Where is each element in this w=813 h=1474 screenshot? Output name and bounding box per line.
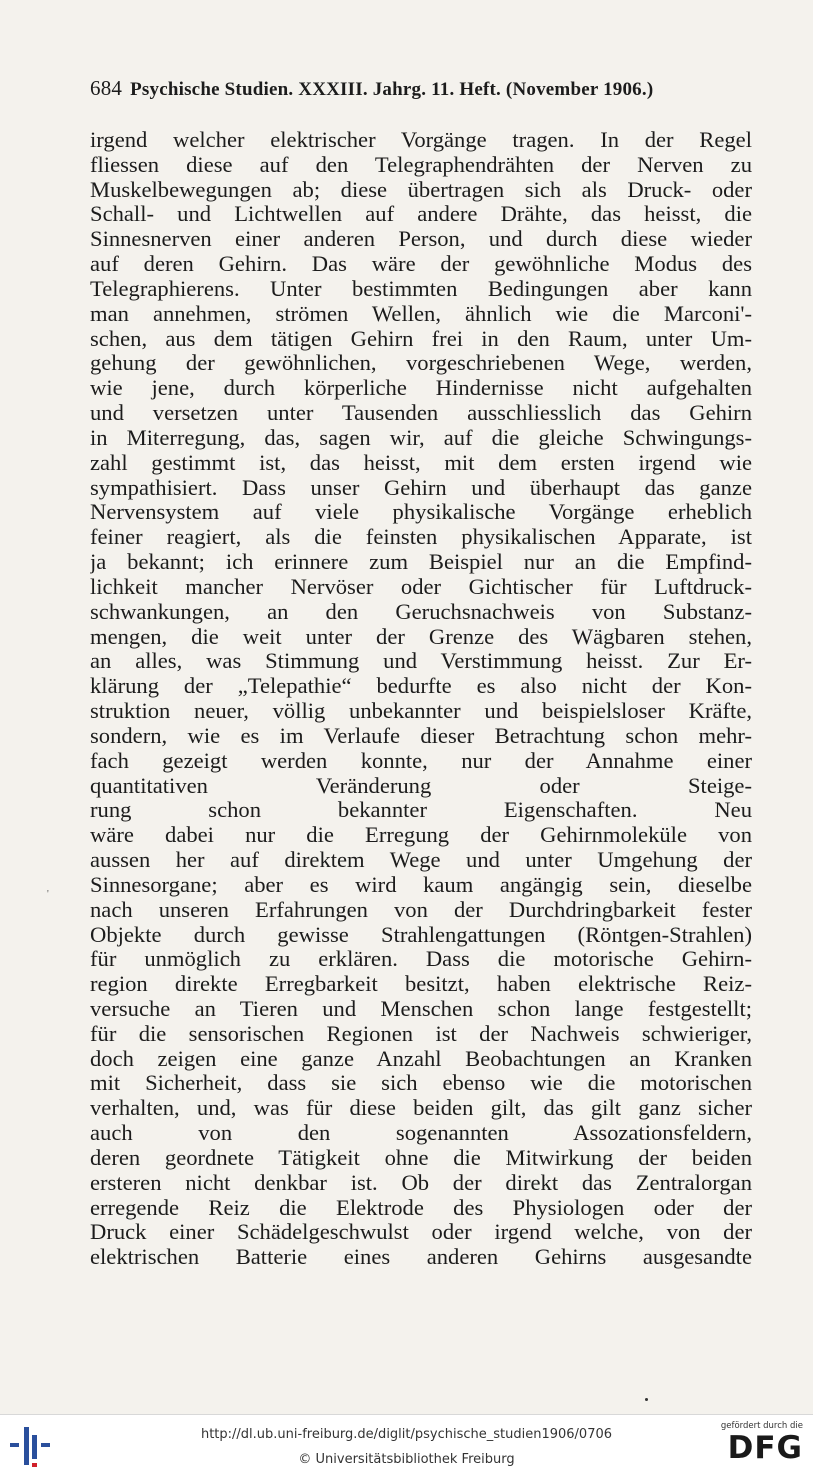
text-line: Nervensystem auf viele physikalische Vorgänge erheblich — [90, 500, 752, 525]
margin-mark: ' — [47, 889, 49, 900]
page-number: 684 — [90, 76, 123, 100]
text-line: auf deren Gehirn. Das wäre der gewöhnliche Modus des — [90, 252, 752, 277]
text-line: zahl gestimmt ist, das heisst, mit dem ersten irgend wie — [90, 450, 752, 475]
text-line: Objekte durch gewisse Strahlengattungen (Röntgen-Strahlen) — [90, 922, 752, 947]
body-text — [90, 128, 752, 1270]
text-line: für die sensorischen Regionen ist der Nachweis schwieriger, — [90, 1021, 752, 1046]
text-line: und versetzen unter Tausenden ausschliesslich das Gehirn — [90, 401, 752, 426]
text-line: wie jene, durch körperliche Hindernisse nicht aufgehalten — [90, 376, 752, 401]
scan-speck — [645, 1398, 648, 1401]
text-line: mengen, die weit unter der Grenze des Wägbaren stehen, — [90, 624, 752, 649]
text-line: region direkte Erregbarkeit besitzt, haben elektrische Reiz- — [90, 972, 752, 997]
text-line: auch von den sogenannten Assozationsfeldern, — [90, 1121, 752, 1146]
text-line: struktion neuer, völlig unbekannter und beispielsloser Kräfte, — [90, 699, 752, 724]
text-line: Sinnesorgane; aber es wird kaum angängig sein, dieselbe — [90, 872, 752, 897]
text-line: Druck einer Schädelgeschwulst oder irgend welche, von der — [90, 1220, 752, 1245]
running-head — [90, 76, 752, 102]
text-line: mit Sicherheit, dass sie sich ebenso wie die motorischen — [90, 1071, 752, 1096]
text-line: erregende Reiz die Elektrode des Physiologen oder der — [90, 1195, 752, 1220]
text-line: an alles, was Stimmung und Verstimmung heisst. Zur Er- — [90, 649, 752, 674]
text-line: gehung der gewöhnlichen, vorgeschriebenen Wege, werden, — [90, 351, 752, 376]
text-line: schwankungen, an den Geruchsnachweis von Substanz- — [90, 599, 752, 624]
text-line: wäre dabei nur die Erregung der Gehirnmoleküle von — [90, 823, 752, 848]
text-line: deren geordnete Tätigkeit ohne die Mitwirkung der beiden — [90, 1145, 752, 1170]
text-line: ja bekannt; ich erinnere zum Beispiel nur an die Empfind- — [90, 550, 752, 575]
text-line: feiner reagiert, als die feinsten physikalischen Apparate, ist — [90, 525, 752, 550]
text-line: fach gezeigt werden konnte, nur der Annahme einer — [90, 748, 752, 773]
text-line: für unmöglich zu erklären. Dass die motorische Gehirn- — [90, 947, 752, 972]
text-line: sympathisiert. Dass unser Gehirn und überhaupt das ganze — [90, 475, 752, 500]
text-line: klärung der „Telepathie“ bedurfte es also nicht der Kon- — [90, 674, 752, 699]
dfg-logo — [715, 1421, 803, 1469]
text-line: elektrischen Batterie eines anderen Gehirns ausgesandte — [90, 1245, 752, 1270]
text-line: Sinnesnerven einer anderen Person, und durch diese wieder — [90, 227, 752, 252]
text-line: in Miterregung, das, sagen wir, auf die gleiche Schwingungs- — [90, 425, 752, 450]
text-line: Telegraphierens. Unter bestimmten Bedingungen aber kann — [90, 276, 752, 301]
text-line: versuche an Tieren und Menschen schon lange festgestellt; — [90, 996, 752, 1021]
footer-bar — [0, 1414, 813, 1474]
text-line: Schall- und Lichtwellen auf andere Drähte, das heisst, die — [90, 202, 752, 227]
text-line: ersteren nicht denkbar ist. Ob der direkt das Zentralorgan — [90, 1170, 752, 1195]
text-line: fliessen diese auf den Telegraphendrähten der Nerven zu — [90, 152, 752, 177]
text-line: aussen her auf direktem Wege und unter Umgehung der — [90, 848, 752, 873]
text-line: doch zeigen eine ganze Anzahl Beobachtungen an Kranken — [90, 1046, 752, 1071]
text-line: quantitativen Veränderung oder Steige- — [90, 773, 752, 798]
text-line: irgend welcher elektrischer Vorgänge tragen. In der Regel — [90, 128, 752, 152]
text-line: lichkeit mancher Nervöser oder Gichtischer für Luftdruck- — [90, 574, 752, 599]
text-line: Muskelbewegungen ab; diese übertragen sich als Druck- oder — [90, 177, 752, 202]
text-line: rung schon bekannter Eigenschaften. Neu — [90, 798, 752, 823]
source-url-link[interactable]: http://dl.ub.uni-freiburg.de/diglit/psychische_studien1906/0706 — [200, 1427, 613, 1442]
text-line: sondern, wie es im Verlaufe dieser Betrachtung schon mehr- — [90, 723, 752, 748]
text-line: schen, aus dem tätigen Gehirn frei in den Raum, unter Um- — [90, 326, 752, 351]
text-line: verhalten, und, was für diese beiden gilt, das gilt ganz sicher — [90, 1096, 752, 1121]
running-head-title: Psychische Studien. XXXIII. Jahrg. 11. Heft. (November 1906.) — [130, 79, 654, 100]
copyright-notice: © Universitätsbibliothek Freiburg — [298, 1452, 515, 1467]
text-line: nach unseren Erfahrungen von der Durchdringbarkeit fester — [90, 897, 752, 922]
dfg-caption: gefördert durch die — [720, 1421, 803, 1431]
dfg-mark: DFG — [727, 1430, 803, 1466]
text-line: man annehmen, strömen Wellen, ähnlich wie die Marconi'- — [90, 301, 752, 326]
